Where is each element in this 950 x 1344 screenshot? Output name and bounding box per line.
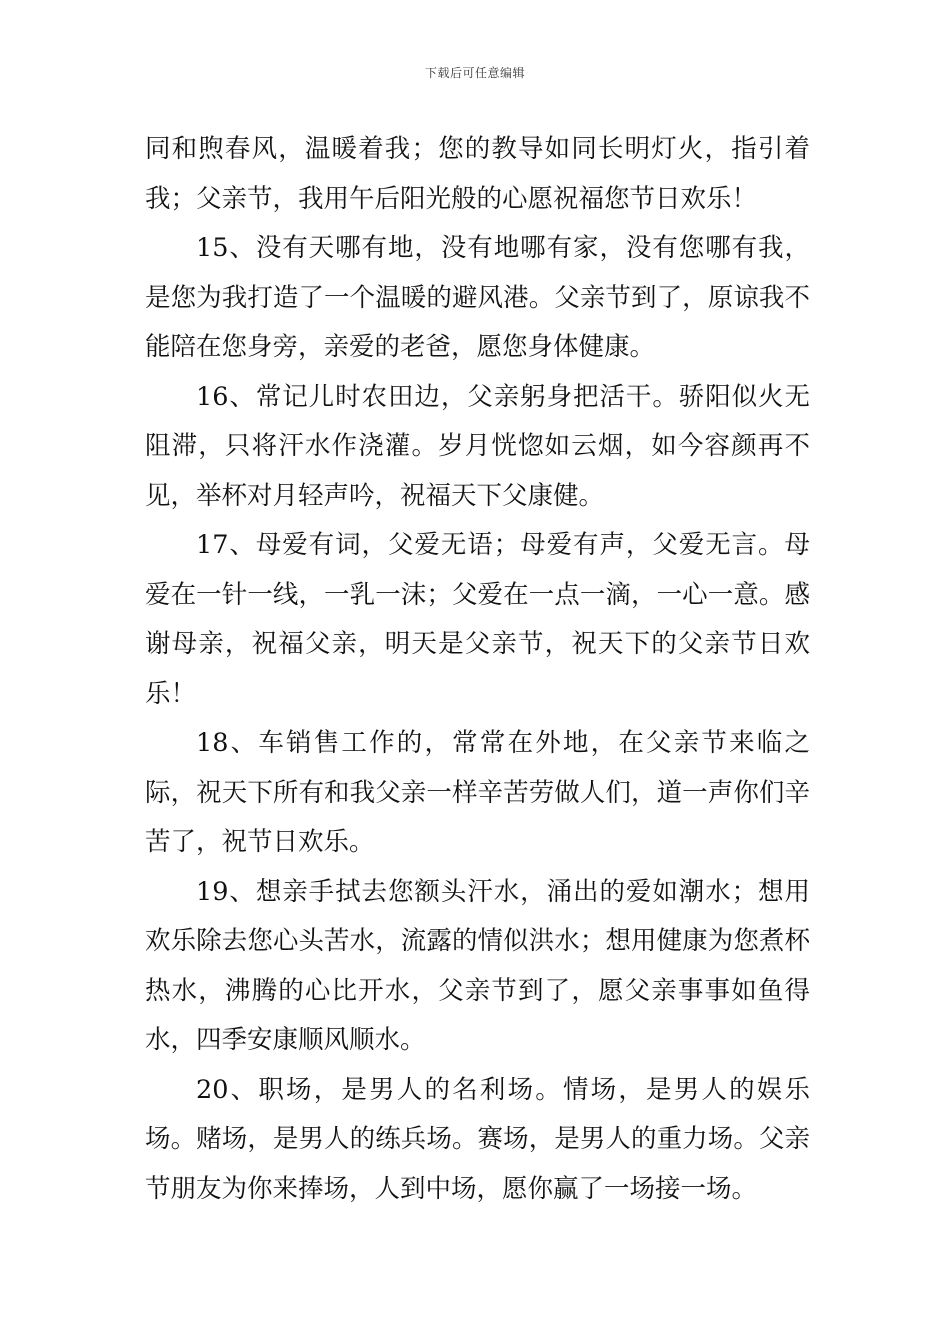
document-body	[145, 125, 810, 1214]
paragraph-18: 18、车销售工作的，常常在外地，在父亲节来临之际，祝天下所有和我父亲一样辛苦劳做人们，道一声你们辛苦了，祝节日欢乐。	[145, 728, 810, 857]
paragraph-continued: 同和煦春风，温暖着我；您的教导如同长明灯火，指引着我；父亲节，我用午后阳光般的心愿祝福您节日欢乐！	[145, 134, 810, 214]
paragraph-17: 17、母爱有词，父爱无语；母爱有声，父爱无言。母爱在一针一线，一乳一沫；父爱在一点一滴，一心一意。感谢母亲，祝福父亲，明天是父亲节，祝天下的父亲节日欢乐！	[145, 530, 810, 709]
paragraph-15: 15、没有天哪有地，没有地哪有家，没有您哪有我，是您为我打造了一个温暖的避风港。父亲节到了，原谅我不能陪在您身旁，亲爱的老爸，愿您身体健康。	[145, 233, 810, 362]
paragraph-19: 19、想亲手拭去您额头汗水，涌出的爱如潮水；想用欢乐除去您心头苦水，流露的情似洪水；想用健康为您煮杯热水，沸腾的心比开水，父亲节到了，愿父亲事事如鱼得水，四季安康顺风顺水。	[145, 876, 810, 1055]
page-header: 下载后可任意编辑	[424, 66, 525, 80]
paragraph-16: 16、常记儿时农田边，父亲躬身把活干。骄阳似火无阻滞，只将汗水作浇灌。岁月恍惚如云烟，如今容颜再不见，举杯对月轻声吟，祝福天下父康健。	[145, 381, 810, 511]
paragraph-20: 20、职场，是男人的名利场。情场，是男人的娱乐场。赌场，是男人的练兵场。赛场，是男人的重力场。父亲节朋友为你来捧场，人到中场，愿你赢了一场接一场。	[145, 1074, 810, 1204]
